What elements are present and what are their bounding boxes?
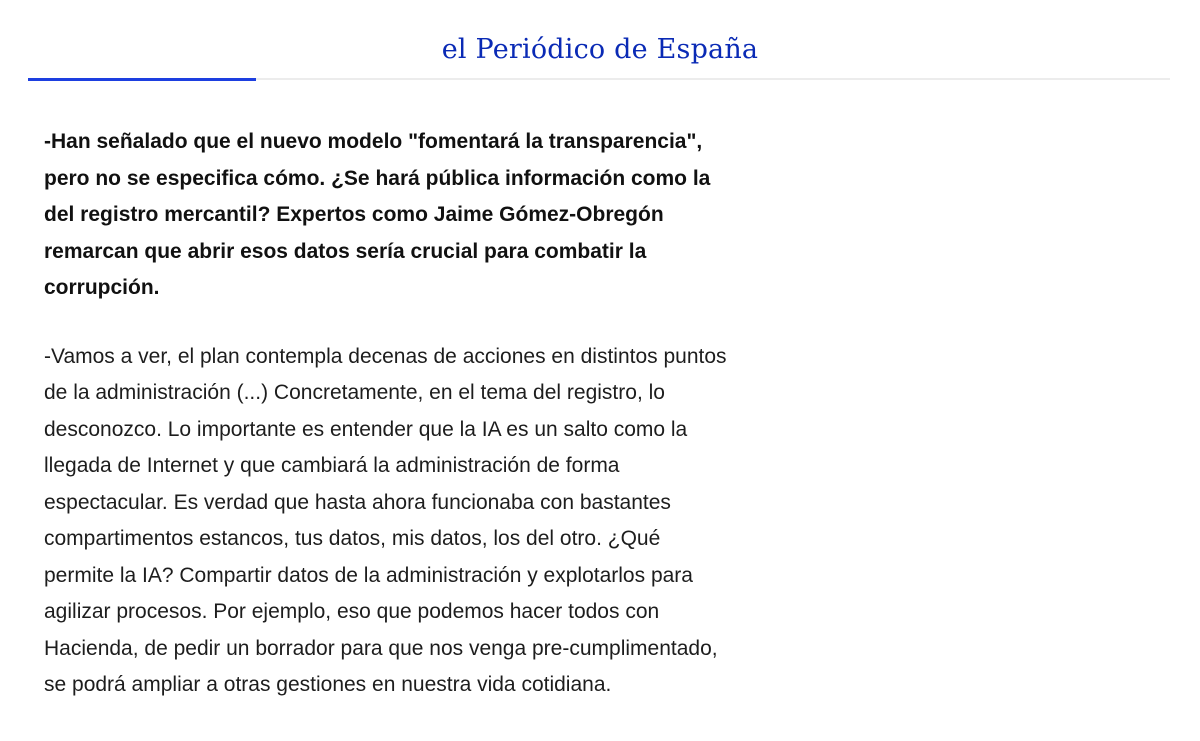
answer-line: permite la IA? Compartir datos de la administración y explotarlos para: [44, 563, 693, 587]
question-line: del registro mercantil? Expertos como Jaime Gómez-Obregón: [44, 203, 664, 226]
site-header: [0, 0, 1200, 80]
answer-line: Hacienda, de pedir un borrador para que nos venga pre-cumplimentado,: [44, 636, 718, 660]
reading-progress-bar: [28, 78, 256, 81]
answer-line: espectacular. Es verdad que hasta ahora funcionaba con bastantes: [44, 490, 671, 514]
question-line: pero no se especifica cómo. ¿Se hará pública información como la: [44, 166, 711, 190]
question-line: -Han señalado que el nuevo modelo "fomentará la transparencia",: [44, 130, 703, 153]
answer-line: -Vamos a ver, el plan contempla decenas de acciones en distintos puntos: [44, 344, 727, 368]
answer-line: de la administración (...) Concretamente, en el tema del registro, lo: [44, 381, 665, 404]
article-body: [44, 124, 824, 704]
answer-line: se podrá ampliar a otras gestiones en nuestra vida cotidiana.: [44, 673, 612, 696]
question-line: remarcan que abrir esos datos sería crucial para combatir la: [44, 239, 647, 263]
answer-line: llegada de Internet y que cambiará la administración de forma: [44, 454, 620, 477]
interview-answer: [44, 339, 824, 704]
site-logo[interactable]: el Periódico de España: [441, 34, 759, 65]
answer-line: desconozco. Lo importante es entender que la IA es un salto como la: [44, 417, 688, 441]
question-line: corrupción.: [44, 276, 160, 299]
answer-line: agilizar procesos. Por ejemplo, eso que podemos hacer todos con: [44, 600, 660, 623]
answer-line: compartimentos estancos, tus datos, mis datos, los del otro. ¿Qué: [44, 527, 661, 550]
interview-question: [44, 124, 824, 307]
